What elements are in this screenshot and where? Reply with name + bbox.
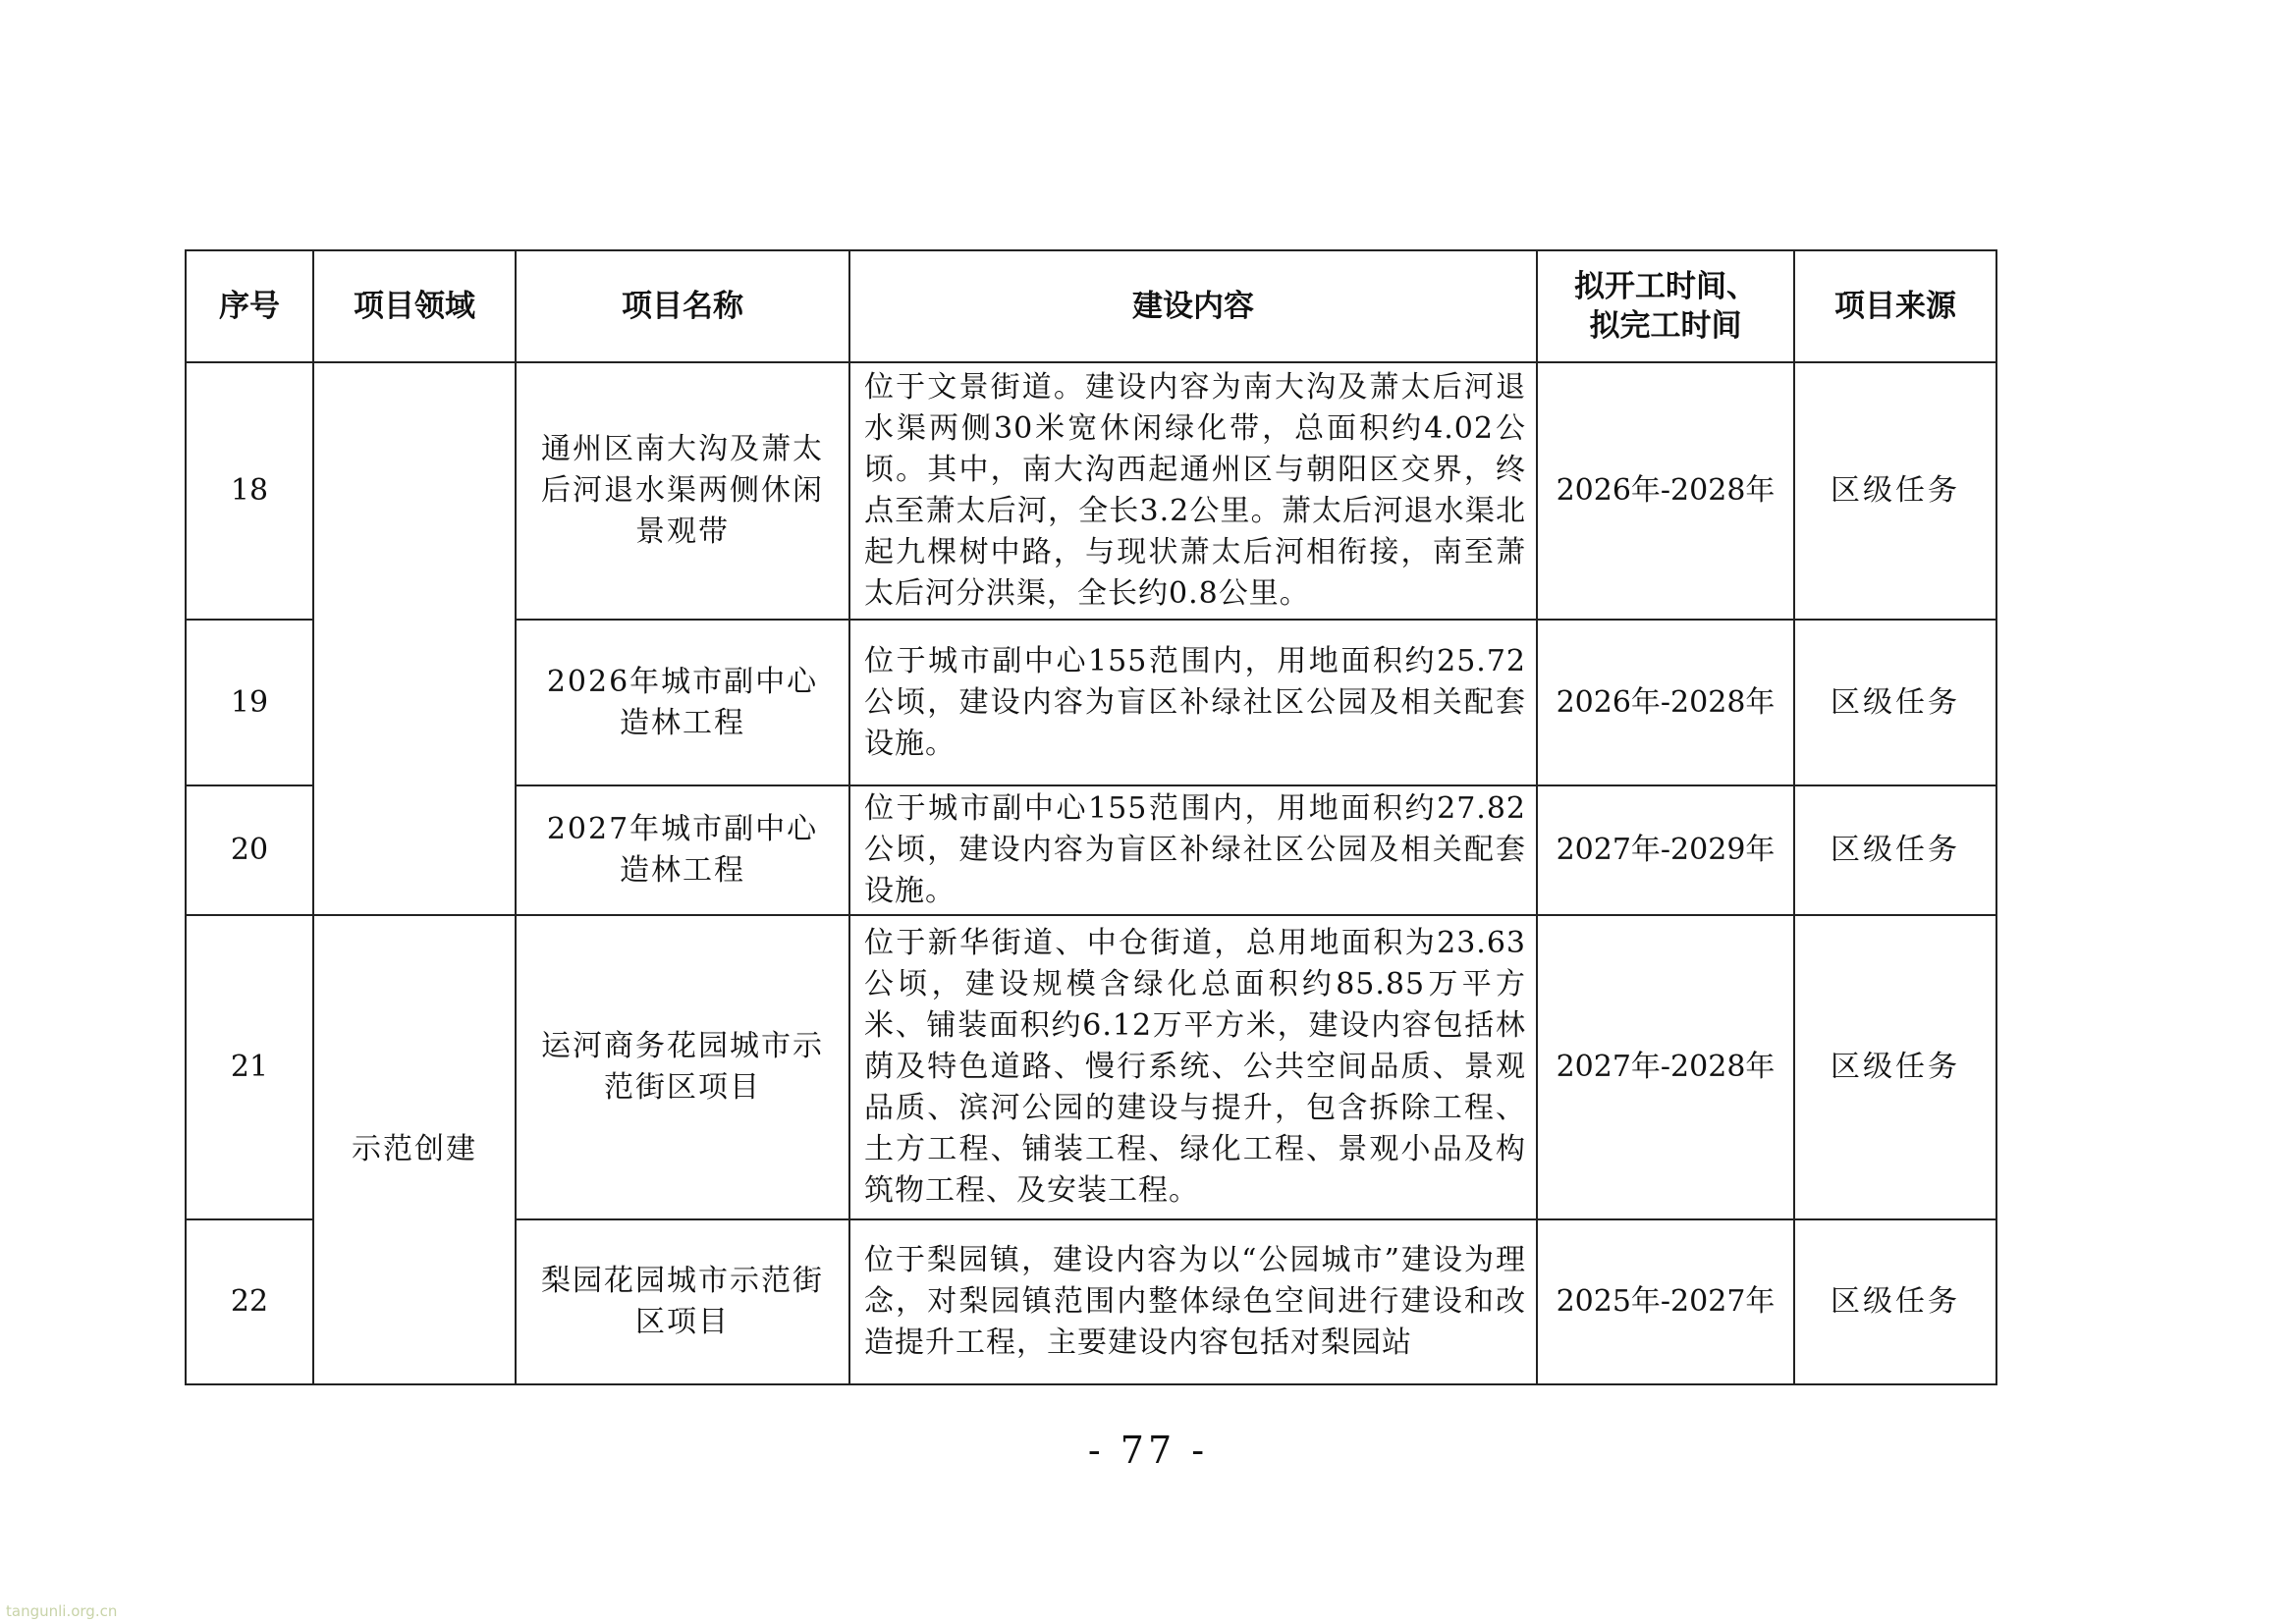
row-source: 区级任务 (1794, 620, 1996, 785)
row-name: 2026年城市副中心造林工程 (516, 620, 849, 785)
row-content: 位于城市副中心155范围内，用地面积约27.82公顷，建设内容为盲区补绿社区公园及相关配套设施。 (849, 785, 1537, 915)
row-index: 19 (186, 620, 313, 785)
watermark-text: tangunli.org.cn (6, 1602, 118, 1620)
row-period: 2026年-2028年 (1537, 362, 1794, 620)
header-name: 项目名称 (516, 250, 849, 362)
row-name: 通州区南大沟及萧太后河退水渠两侧休闲景观带 (516, 362, 849, 620)
row-index: 22 (186, 1219, 313, 1384)
row-domain-blank (313, 362, 516, 915)
row-name: 2027年城市副中心造林工程 (516, 785, 849, 915)
table-row (186, 362, 1996, 620)
row-name: 梨园花园城市示范街区项目 (516, 1219, 849, 1384)
row-source: 区级任务 (1794, 785, 1996, 915)
row-index: 20 (186, 785, 313, 915)
row-source: 区级任务 (1794, 1219, 1996, 1384)
table-row (186, 915, 1996, 1219)
row-content: 位于梨园镇，建设内容为以“公园城市”建设为理念，对梨园镇范围内整体绿色空间进行建设和改造提升工程，主要建设内容包括对梨园站 (849, 1219, 1537, 1384)
row-source: 区级任务 (1794, 915, 1996, 1219)
row-source: 区级任务 (1794, 362, 1996, 620)
page-number: - 77 - (1087, 1429, 1209, 1472)
row-period: 2027年-2029年 (1537, 785, 1794, 915)
header-content: 建设内容 (849, 250, 1537, 362)
row-period: 2027年-2028年 (1537, 915, 1794, 1219)
row-period: 2026年-2028年 (1537, 620, 1794, 785)
header-domain: 项目领域 (313, 250, 516, 362)
row-domain: 示范创建 (313, 915, 516, 1384)
row-content: 位于新华街道、中仓街道，总用地面积为23.63公顷，建设规模含绿化总面积约85.85万平方米、铺装面积约6.12万平方米，建设内容包括林荫及特色道路、慢行系统、公共空间品质、景观品质、滨河公园的建设与提升，包含拆除工程、土方工程、铺装工程、绿化工程、景观小品及构筑物工程、及安装工程。 (849, 915, 1537, 1219)
header-source: 项目来源 (1794, 250, 1996, 362)
row-content: 位于城市副中心155范围内，用地面积约25.72公顷，建设内容为盲区补绿社区公园及相关配套设施。 (849, 620, 1537, 785)
table-header-row (186, 250, 1996, 362)
row-name: 运河商务花园城市示范街区项目 (516, 915, 849, 1219)
project-table (185, 249, 1997, 1385)
row-content: 位于文景街道。建设内容为南大沟及萧太后河退水渠两侧30米宽休闲绿化带，总面积约4.02公顷。其中，南大沟西起通州区与朝阳区交界，终点至萧太后河，全长3.2公里。萧太后河退水渠北起九棵树中路，与现状萧太后河相衔接，南至萧太后河分洪渠，全长约0.8公里。 (849, 362, 1537, 620)
row-index: 21 (186, 915, 313, 1219)
row-index: 18 (186, 362, 313, 620)
header-period: 拟开工时间、拟完工时间 (1537, 250, 1794, 362)
header-index: 序号 (186, 250, 313, 362)
row-period: 2025年-2027年 (1537, 1219, 1794, 1384)
